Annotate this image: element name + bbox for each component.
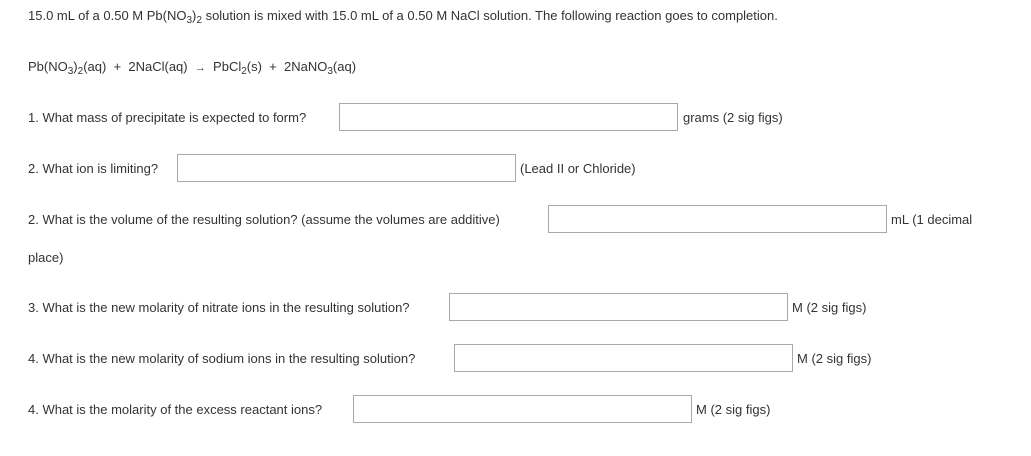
question-4-unit: M (2 sig figs) (792, 300, 867, 315)
question-6-label: 4. What is the molarity of the excess reactant ions? (28, 402, 323, 417)
subscript: 2 (77, 66, 84, 77)
subscript: 2 (196, 15, 202, 26)
subscript: 3 (67, 66, 74, 77)
question-3-label: 2. What is the volume of the resulting solution? (assume the volumes are additive) (28, 212, 500, 227)
problem-text-part: 15.0 mL of a 0.50 M Pb(NO (28, 8, 187, 23)
question-5-label: 4. What is the new molarity of sodium ions in the resulting solution? (28, 351, 416, 366)
question-1-label: 1. What mass of precipitate is expected to form? (28, 110, 307, 125)
problem-text-part: ) (192, 8, 197, 23)
question-6-answer-input[interactable] (353, 395, 692, 423)
question-3-unit: mL (1 decimal (891, 212, 973, 227)
question-4-label: 3. What is the new molarity of nitrate ions in the resulting solution? (28, 300, 410, 315)
question-2-answer-input[interactable] (177, 154, 516, 182)
question-5-unit: M (2 sig figs) (797, 351, 872, 366)
equation-part: (s) + 2NaNO (246, 59, 328, 74)
question-5-answer-input[interactable] (454, 344, 793, 372)
equation-part: ) (73, 59, 78, 74)
question-3-unit-continued: place) (28, 250, 64, 265)
question-4-answer-input[interactable] (449, 293, 788, 321)
subscript: 3 (327, 66, 333, 77)
subscript: 3 (186, 15, 193, 26)
question-1-unit: grams (2 sig figs) (683, 110, 783, 125)
equation-part: (aq) (332, 59, 357, 74)
equation-part: PbCl (205, 59, 242, 74)
question-2-unit: (Lead II or Chloride) (520, 161, 636, 176)
equation-part: Pb(NO (28, 59, 68, 74)
reaction-arrow-icon: → (194, 62, 206, 74)
question-2-label: 2. What ion is limiting? (28, 161, 159, 176)
problem-statement (28, 8, 778, 24)
question-1-answer-input[interactable] (339, 103, 678, 131)
question-6-unit: M (2 sig figs) (696, 402, 771, 417)
problem-text-part: solution is mixed with 15.0 mL of a 0.50 M NaCl solution. The following reaction goes to completion. (201, 8, 778, 23)
subscript: 2 (241, 66, 247, 77)
reaction-equation (28, 59, 356, 76)
question-3-answer-input[interactable] (548, 205, 887, 233)
equation-part: (aq) + 2NaCl(aq) (83, 59, 195, 74)
